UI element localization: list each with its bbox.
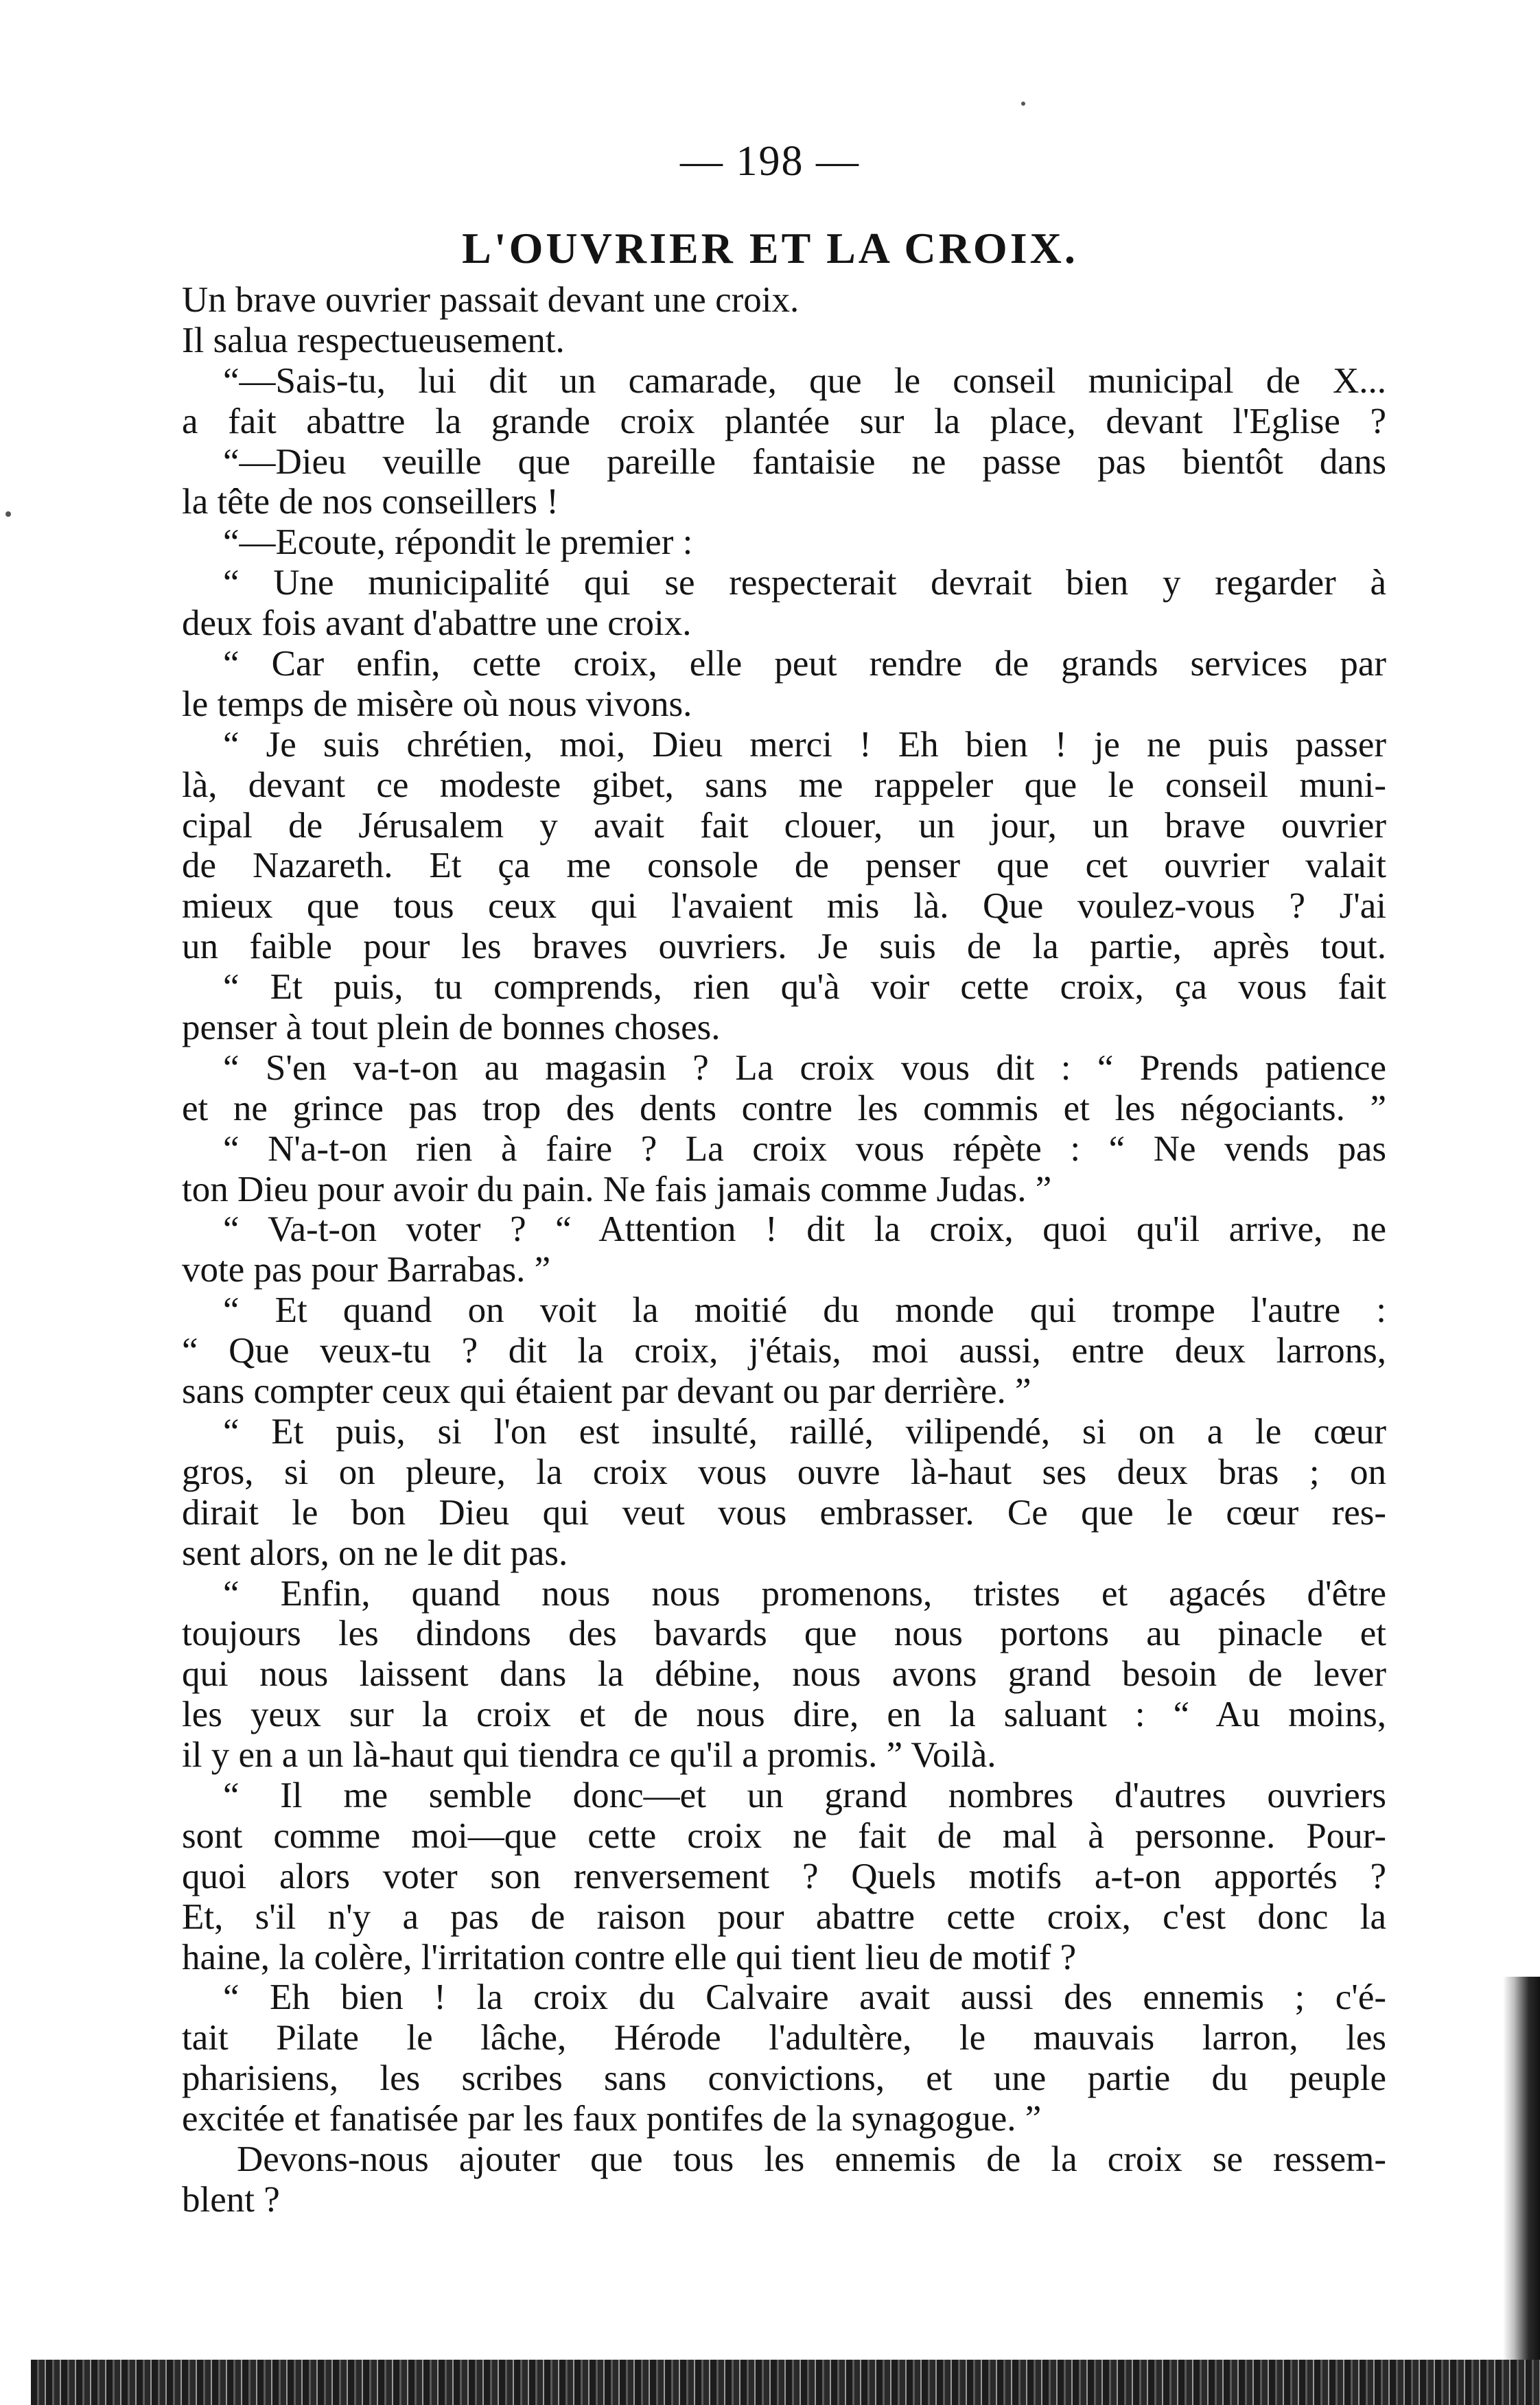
text-line: il y en a un là-haut qui tiendra ce qu'il a promis. ” Voilà. — [182, 1735, 996, 1776]
text-line: Il salua respectueusement. — [182, 320, 565, 360]
text-line: “ S'en va-t-on au magasin ? La croix vous dit : “ Prends patience — [223, 1047, 1386, 1088]
page-edge-shadow — [1503, 1977, 1540, 2361]
text-line: “ Et puis, si l'on est insulté, raillé, vilipendé, si on a le cœur — [223, 1411, 1386, 1452]
text-line: “ Et puis, tu comprends, rien qu'à voir cette croix, ça vous fait — [223, 967, 1386, 1008]
text-line: quoi alors voter son renversement ? Quels motifs a-t-on apportés ? — [182, 1856, 1386, 1896]
text-line: les yeux sur la croix et de nous dire, en la saluant : “ Au moins, — [182, 1695, 1386, 1735]
text-line: “—Dieu veuille que pareille fantaisie ne passe pas bientôt dans — [223, 441, 1386, 482]
body-text — [182, 280, 1386, 2220]
text-line: tait Pilate le lâche, Hérode l'adultère, le mauvais larron, les — [182, 2018, 1386, 2058]
text-line: dirait le bon Dieu qui veut vous embrasser. Ce que le cœur res- — [182, 1492, 1386, 1533]
text-line: deux fois avant d'abattre une croix. — [182, 603, 692, 644]
text-line: Un brave ouvrier passait devant une croix. — [182, 280, 800, 320]
text-line: “ Il me semble donc—et un grand nombres d'autres ouvriers — [223, 1775, 1386, 1815]
text-line: mieux que tous ceux qui l'avaient mis là. Que voulez-vous ? J'ai — [182, 886, 1386, 927]
text-line: la tête de nos conseillers ! — [182, 482, 559, 522]
text-line: “ Je suis chrétien, moi, Dieu merci ! Eh bien ! je ne puis passer — [223, 724, 1386, 765]
ink-speck — [1021, 102, 1025, 106]
text-line: qui nous laissent dans la débine, nous avons grand besoin de lever — [182, 1654, 1386, 1695]
text-line: cipal de Jérusalem y avait fait clouer, un jour, un brave ouvrier — [182, 805, 1386, 846]
bottom-scan-border — [31, 2360, 1540, 2405]
text-line: “ Car enfin, cette croix, elle peut rendre de grands services par — [223, 644, 1386, 684]
text-line: Devons-nous ajouter que tous les ennemis de la croix se ressem- — [237, 2139, 1386, 2179]
text-line: sont comme moi—que cette croix ne fait de mal à personne. Pour- — [182, 1815, 1386, 1856]
text-line: “ Va-t-on voter ? “ Attention ! dit la croix, quoi qu'il arrive, ne — [223, 1209, 1386, 1250]
text-line: là, devant ce modeste gibet, sans me rappeler que le conseil muni- — [182, 765, 1386, 805]
text-line: “ Enfin, quand nous nous promenons, tristes et agacés d'être — [223, 1573, 1386, 1614]
text-line: toujours les dindons des bavards que nous portons au pinacle et — [182, 1614, 1386, 1654]
text-line: excitée et fanatisée par les faux pontifes de la synagogue. ” — [182, 2099, 1042, 2139]
page-number: — 198 — — [680, 138, 860, 185]
ink-speck — [5, 511, 11, 517]
text-line: gros, si on pleure, la croix vous ouvre là-haut ses deux bras ; on — [182, 1452, 1386, 1492]
text-line: de Nazareth. Et ça me console de penser que cet ouvrier valait — [182, 846, 1386, 886]
text-line: Et, s'il n'y a pas de raison pour abattre cette croix, c'est donc la — [182, 1896, 1386, 1937]
text-line: a fait abattre la grande croix plantée sur la place, devant l'Eglise ? — [182, 401, 1386, 441]
text-line: penser à tout plein de bonnes choses. — [182, 1008, 721, 1048]
text-line: “ Une municipalité qui se respecterait devrait bien y regarder à — [223, 563, 1386, 603]
text-line: sent alors, on ne le dit pas. — [182, 1533, 568, 1573]
text-line: “ Que veux-tu ? dit la croix, j'étais, moi aussi, entre deux larrons, — [182, 1331, 1386, 1371]
chapter-title: L'OUVRIER ET LA CROIX. — [462, 224, 1078, 272]
text-line: vote pas pour Barrabas. ” — [182, 1250, 551, 1290]
text-line: et ne grince pas trop des dents contre les commis et les négociants. ” — [182, 1088, 1386, 1128]
text-line: “—Ecoute, répondit le premier : — [223, 522, 693, 563]
text-line: haine, la colère, l'irritation contre elle qui tient lieu de motif ? — [182, 1937, 1077, 1977]
text-line: ton Dieu pour avoir du pain. Ne fais jamais comme Judas. ” — [182, 1169, 1052, 1209]
text-line: “ Et quand on voit la moitié du monde qui trompe l'autre : — [223, 1290, 1386, 1331]
text-line: blent ? — [182, 2179, 280, 2220]
text-line: le temps de misère où nous vivons. — [182, 684, 692, 724]
text-line: sans compter ceux qui étaient par devant ou par derrière. ” — [182, 1371, 1031, 1412]
text-line: “—Sais-tu, lui dit un camarade, que le conseil municipal de X... — [223, 360, 1386, 401]
text-line: “ Eh bien ! la croix du Calvaire avait aussi des ennemis ; c'é- — [223, 1977, 1386, 2018]
text-line: pharisiens, les scribes sans convictions, et une partie du peuple — [182, 2058, 1386, 2099]
text-line: “ N'a-t-on rien à faire ? La croix vous répète : “ Ne vends pas — [223, 1128, 1386, 1169]
text-line: un faible pour les braves ouvriers. Je suis de la partie, après tout. — [182, 927, 1386, 967]
